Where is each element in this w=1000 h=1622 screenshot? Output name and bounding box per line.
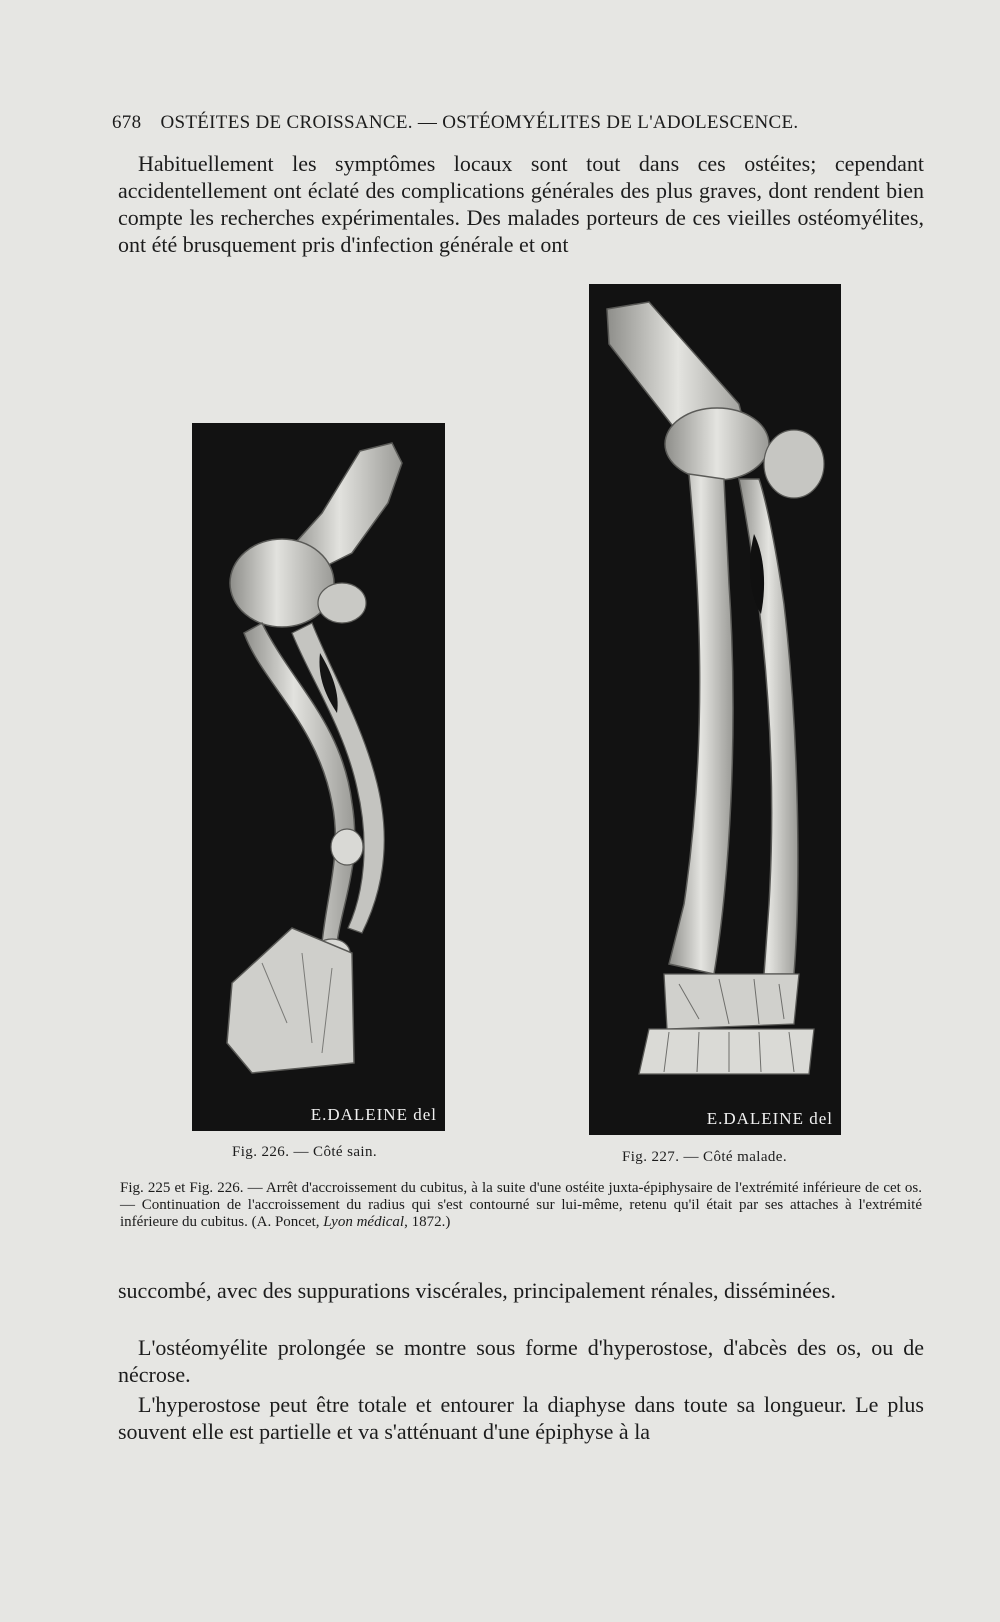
figure-227-plate — [589, 284, 841, 1135]
figure-226-illustration — [192, 423, 445, 1131]
body-paragraph-1: succombé, avec des suppurations viscérales, principalement rénales, disséminées. — [118, 1278, 836, 1303]
caption-text: Fig. 225 et Fig. 226. — Arrêt d'accroissement du cubitus, à la suite d'une ostéite juxta-épiphysaire de l'extrémité inférieure de cet os. — Continuation de l'accroissement du radius qui s'est contourné sur lui-même, retenu qu'il était par ses attaches à l'extrémité inférieure du cubitus. (A. Poncet, — [120, 1180, 922, 1230]
figure-227-signature: E.DALEINE del — [706, 1109, 833, 1128]
running-title: OSTÉITES DE CROISSANCE. — OSTÉOMYÉLITES DE L'ADOLESCENCE. — [160, 112, 799, 133]
caption-year: , 1872.) — [404, 1214, 451, 1230]
running-header — [112, 112, 922, 134]
page-number: 678 — [112, 112, 142, 133]
body-paragraph-top: Habituellement les symptômes locaux sont tout dans ces ostéites; cependant accidentellement ont éclaté des complications générales des plus graves, dont rendent bien compte les recherches expérimentales. Des malades porteurs de ces vieilles ostéomyélites, ont été brusquement pris d'infection générale et ont — [118, 151, 924, 257]
figure-226-plate — [192, 423, 445, 1131]
figure-227-label: Fig. 227. — Côté malade. — [622, 1149, 787, 1165]
figure-227-illustration — [589, 284, 841, 1135]
body-paragraph-2: L'ostéomyélite prolongée se montre sous forme d'hyperostose, d'abcès des os, ou de nécrose. — [118, 1335, 924, 1387]
body-paragraph-3: L'hyperostose peut être totale et entourer la diaphyse dans toute sa longueur. Le plus souvent elle est partielle et va s'atténuant d'une épiphyse à la — [118, 1392, 924, 1444]
figure-226-signature: E.DALEINE del — [310, 1105, 437, 1124]
figure-caption — [120, 1180, 922, 1231]
figure-226-label: Fig. 226. — Côté sain. — [232, 1144, 378, 1160]
caption-source: Lyon médical — [323, 1214, 405, 1230]
